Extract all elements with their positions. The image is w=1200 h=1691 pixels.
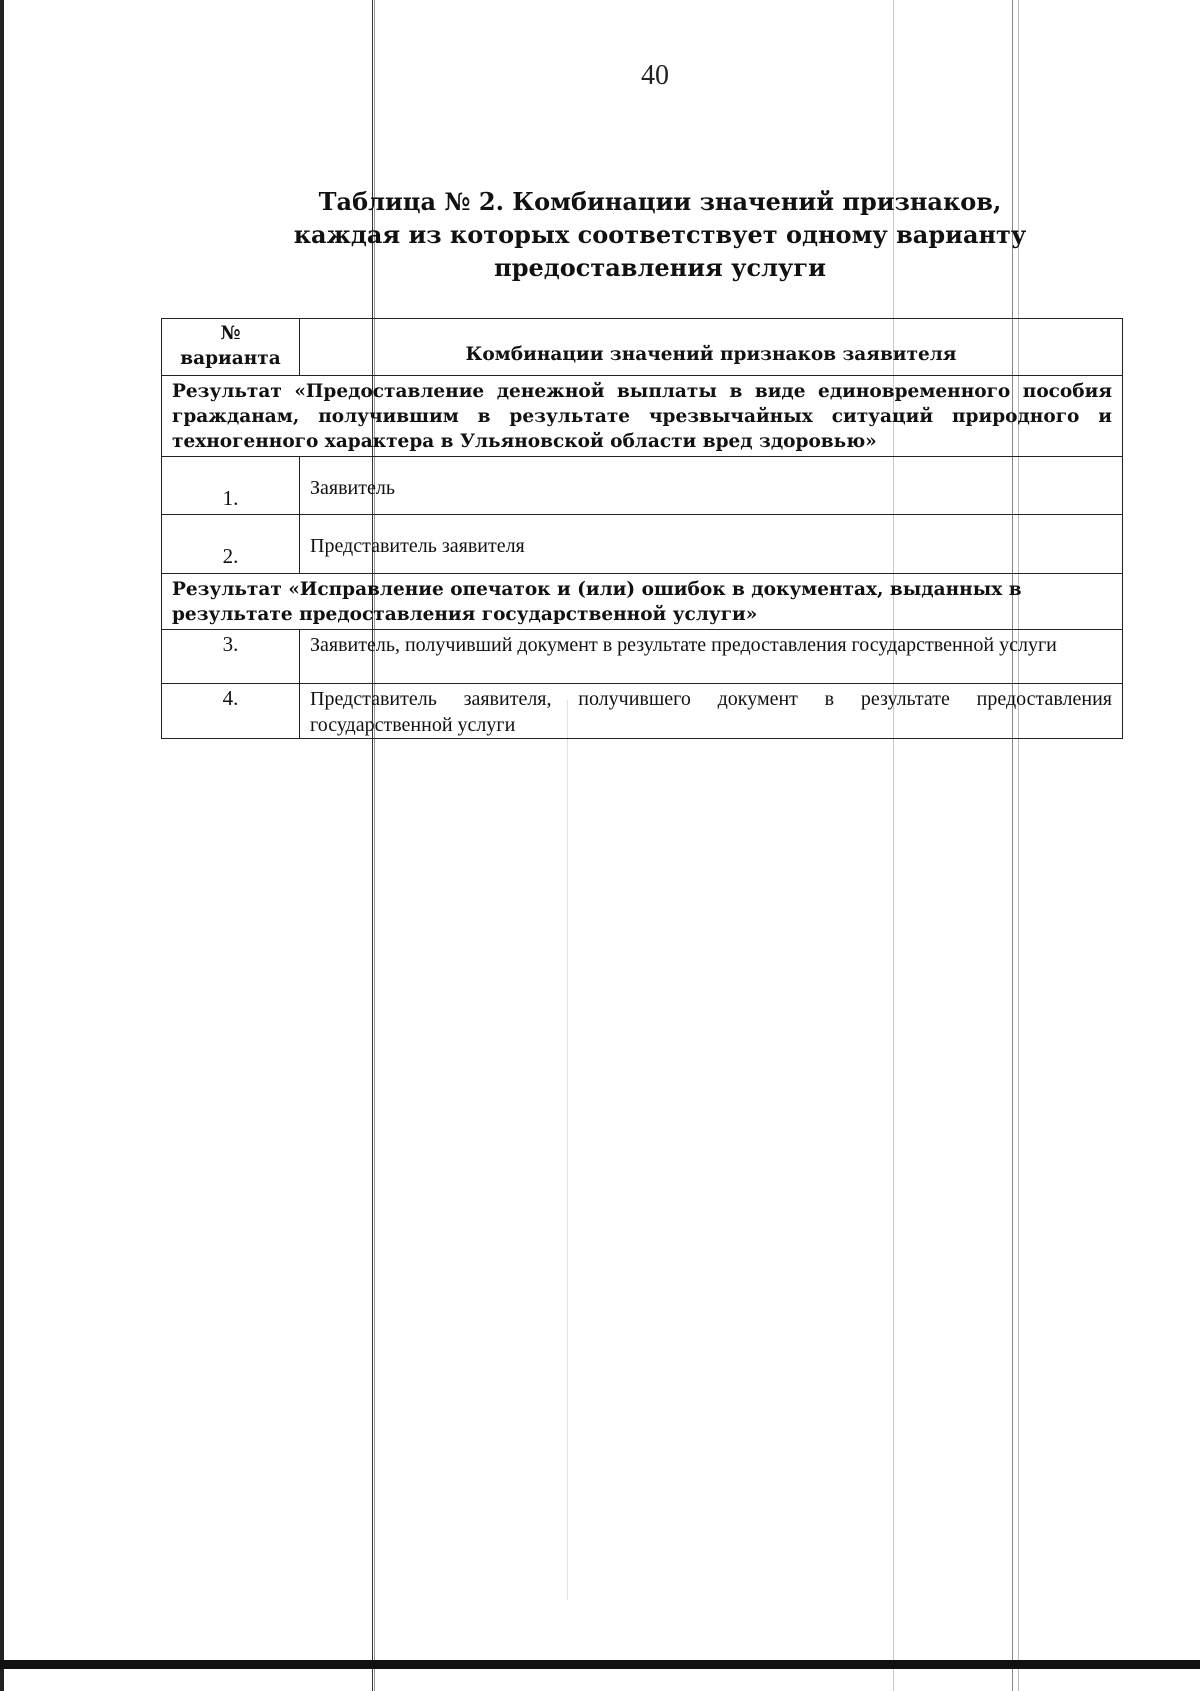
page-number: 40 — [641, 60, 669, 91]
table-title-line: каждая из которых соответствует одному варианту — [293, 220, 1027, 249]
table-title-line: предоставления услуги — [494, 253, 826, 282]
header-number-sign: № — [220, 323, 241, 344]
variant-number: 4. — [162, 684, 300, 739]
table-row — [162, 684, 1123, 739]
variant-combination: Представитель заявителя, получившего документ в результате предоставления государственной услуги — [300, 684, 1123, 739]
variant-number: 3. — [162, 630, 300, 684]
table-header-row — [162, 319, 1123, 376]
variant-combination: Представитель заявителя — [300, 515, 1123, 574]
variant-number: 1. — [162, 457, 300, 515]
variant-combination: Заявитель, получивший документ в результате предоставления государственной услуги — [300, 630, 1123, 684]
section-title: Результат «Предоставление денежной выплаты в виде единовременного пособия гражданам, получившим в результате чрезвычайных ситуаций природного и техногенного характера в Ульяновской области вред здоровью» — [162, 376, 1123, 457]
table-title — [260, 185, 1060, 284]
scan-line — [567, 700, 568, 1600]
variant-combination: Заявитель — [300, 457, 1123, 515]
table-row — [162, 630, 1123, 684]
table-title-line: Таблица № 2. Комбинации значений признаков, — [318, 187, 1002, 216]
header-variant-number — [162, 319, 300, 376]
header-combinations: Комбинации значений признаков заявителя — [300, 319, 1123, 376]
section-title: Результат «Исправление опечаток и (или) ошибок в документах, выданных в результате предоставления государственной услуги» — [162, 574, 1123, 630]
variant-number: 2. — [162, 515, 300, 574]
table-row — [162, 515, 1123, 574]
scan-edge-left — [0, 0, 4, 1691]
table-row — [162, 457, 1123, 515]
header-variant-label: варианта — [180, 348, 281, 369]
section-row — [162, 574, 1123, 630]
variants-table — [161, 318, 1123, 739]
scan-bar-bottom — [0, 1660, 1200, 1669]
section-row — [162, 376, 1123, 457]
